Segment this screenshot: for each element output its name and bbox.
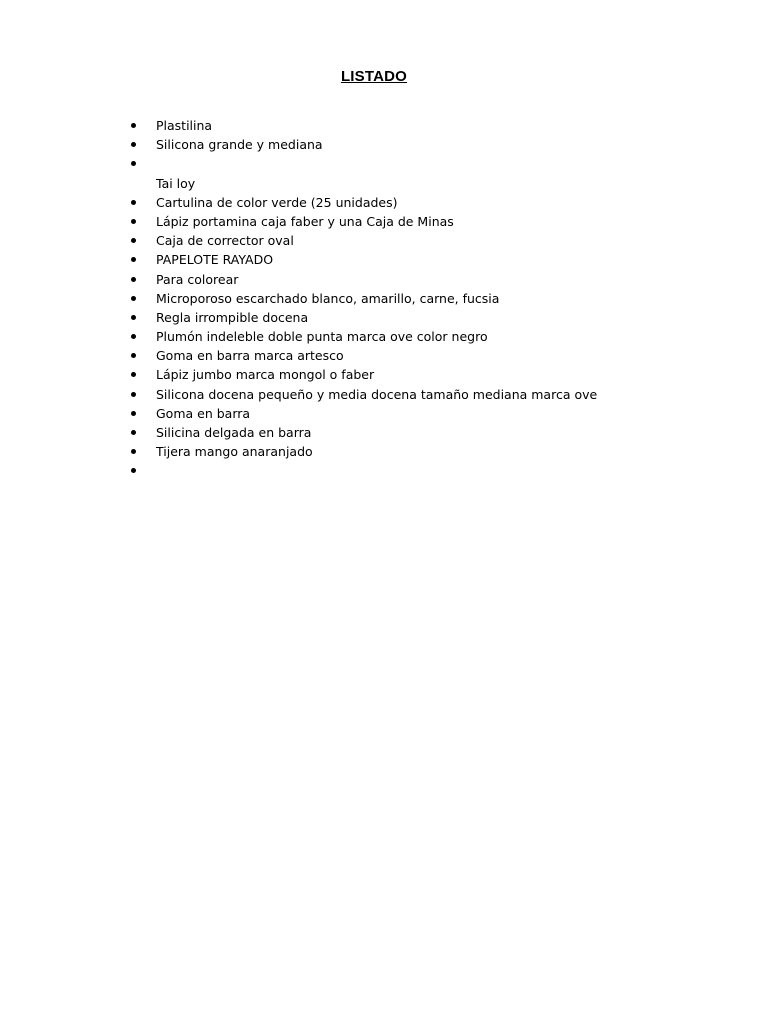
bullet-icon — [131, 411, 136, 416]
supply-list — [131, 116, 597, 481]
list-item — [131, 346, 597, 365]
bullet-icon — [131, 334, 136, 339]
bullet-icon — [131, 277, 136, 282]
bullet-icon — [131, 430, 136, 435]
list-item — [131, 270, 597, 289]
list-item — [131, 327, 597, 346]
list-item-text: Microporoso escarchado blanco, amarillo, carne, fucsia — [156, 290, 500, 306]
bullet-icon — [131, 257, 136, 262]
bullet-icon — [131, 392, 136, 397]
list-item — [131, 154, 597, 173]
list-item — [131, 116, 597, 135]
list-item-text: Plumón indeleble doble punta marca ove color negro — [156, 329, 488, 345]
list-item — [131, 404, 597, 423]
list-item — [131, 135, 597, 154]
list-item — [131, 442, 597, 461]
list-item-text: PAPELOTE RAYADO — [156, 252, 274, 268]
list-item-text: Silicona grande y mediana — [156, 137, 323, 153]
list-item — [131, 193, 597, 212]
list-item-text: Regla irrompible docena — [156, 309, 309, 325]
list-item-text: Tai loy — [156, 175, 196, 191]
list-item-text: Silicina delgada en barra — [156, 425, 312, 440]
list-item-text: Caja de corrector oval — [156, 233, 294, 249]
list-item — [131, 289, 597, 308]
list-item — [131, 308, 597, 327]
list-item-text: Goma en barra marca artesco — [156, 348, 344, 364]
list-item-text: Tijera mango anaranjado — [156, 444, 313, 460]
list-item — [131, 365, 597, 384]
list-item-text: Lápiz jumbo marca mongol o faber — [156, 367, 375, 383]
list-item — [131, 423, 597, 442]
list-item-text: Goma en barra — [156, 405, 251, 421]
bullet-icon — [131, 142, 136, 147]
list-item — [131, 461, 597, 480]
page-title: LISTADO — [340, 68, 408, 85]
bullet-icon — [131, 219, 136, 224]
list-item — [131, 385, 597, 404]
list-item — [131, 174, 597, 193]
list-item — [131, 212, 597, 231]
list-item — [131, 231, 597, 250]
list-item-text: Silicona docena pequeño y media docena tamaño mediana marca ove — [156, 386, 598, 402]
list-item — [131, 250, 597, 269]
list-item-text: Plastilina — [156, 118, 213, 133]
bullet-icon — [131, 200, 136, 205]
list-item-text: Para colorear — [156, 271, 239, 287]
bullet-icon — [131, 353, 136, 358]
bullet-icon — [131, 315, 136, 320]
list-item-text: Lápiz portamina caja faber y una Caja de Minas — [156, 213, 454, 229]
bullet-icon — [131, 372, 136, 377]
bullet-icon — [131, 468, 136, 473]
bullet-icon — [131, 238, 136, 243]
bullet-icon — [131, 296, 136, 301]
bullet-icon — [131, 161, 136, 166]
bullet-icon — [131, 123, 136, 128]
bullet-icon — [131, 449, 136, 454]
list-item-text: Cartulina de color verde (25 unidades) — [156, 194, 398, 210]
